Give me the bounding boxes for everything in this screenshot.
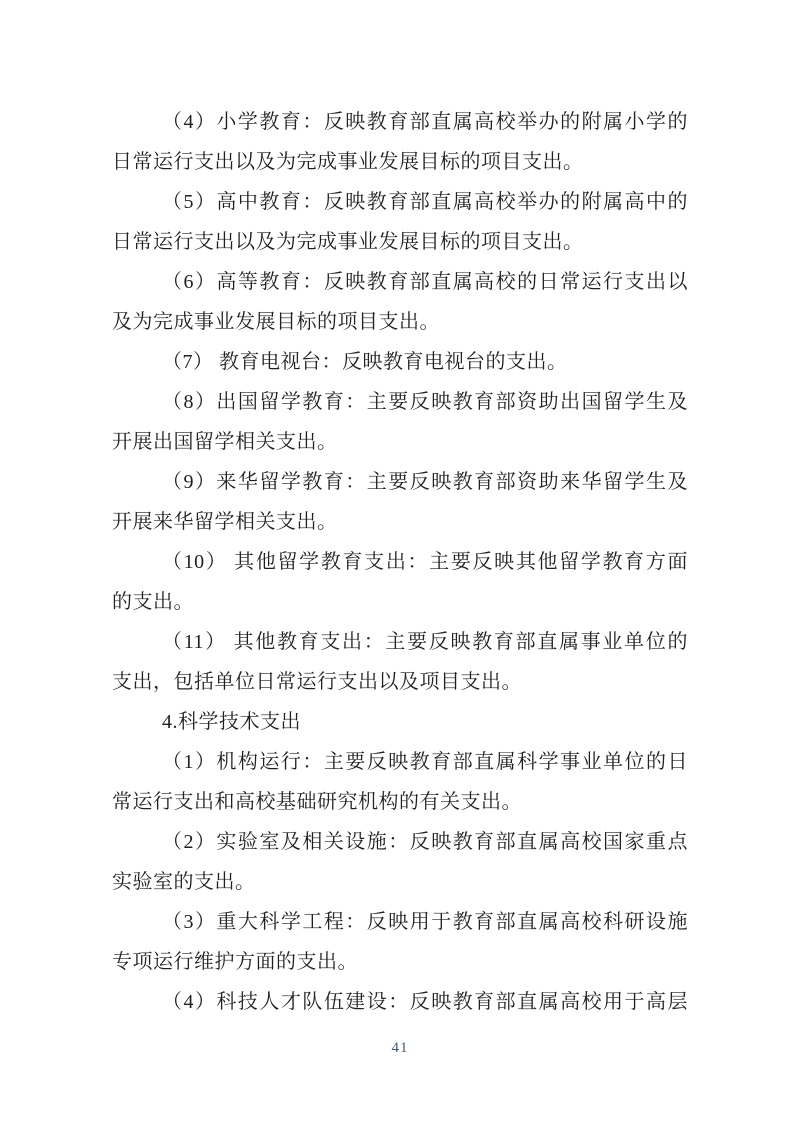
text-line: 的支出。 xyxy=(112,591,194,613)
text-line: （10） 其他留学教育支出：主要反映其他留学教育方面 xyxy=(162,551,688,573)
text-line: （7） 教育电视台：反映教育电视台的支出。 xyxy=(162,351,568,373)
text-line: 实验室的支出。 xyxy=(112,871,256,893)
text-line: （11） 其他教育支出：主要反映教育部直属事业单位的 xyxy=(162,631,688,653)
text-line: 及为完成事业发展目标的项目支出。 xyxy=(112,311,440,333)
text-line: （1）机构运行：主要反映教育部直属科学事业单位的日 xyxy=(162,751,688,773)
text-line: （8）出国留学教育：主要反映教育部资助出国留学生及 xyxy=(162,391,688,413)
text-line: （6）高等教育：反映教育部直属高校的日常运行支出以 xyxy=(162,271,688,293)
text-line: （4）科技人才队伍建设：反映教育部直属高校用于高层 xyxy=(162,991,688,1013)
text-block xyxy=(112,102,688,1022)
text-line: 日常运行支出以及为完成事业发展目标的项目支出。 xyxy=(112,151,584,173)
text-line: 开展出国留学相关支出。 xyxy=(112,431,338,453)
text-line: （4）小学教育：反映教育部直属高校举办的附属小学的 xyxy=(162,111,688,133)
page-number: 41 xyxy=(391,1040,409,1056)
text-line: 日常运行支出以及为完成事业发展目标的项目支出。 xyxy=(112,231,584,253)
text-line: （2）实验室及相关设施：反映教育部直属高校国家重点 xyxy=(162,831,688,853)
text-line: （3）重大科学工程：反映用于教育部直属高校科研设施 xyxy=(162,911,688,933)
text-line: 4.科学技术支出 xyxy=(162,711,301,733)
text-line: 开展来华留学相关支出。 xyxy=(112,511,338,533)
text-line: 常运行支出和高校基础研究机构的有关支出。 xyxy=(112,791,522,813)
text-line: （5）高中教育：反映教育部直属高校举办的附属高中的 xyxy=(162,191,688,213)
text-line: （9）来华留学教育：主要反映教育部资助来华留学生及 xyxy=(162,471,688,493)
text-line: 专项运行维护方面的支出。 xyxy=(112,951,358,973)
text-line: 支出，包括单位日常运行支出以及项目支出。 xyxy=(112,671,522,693)
